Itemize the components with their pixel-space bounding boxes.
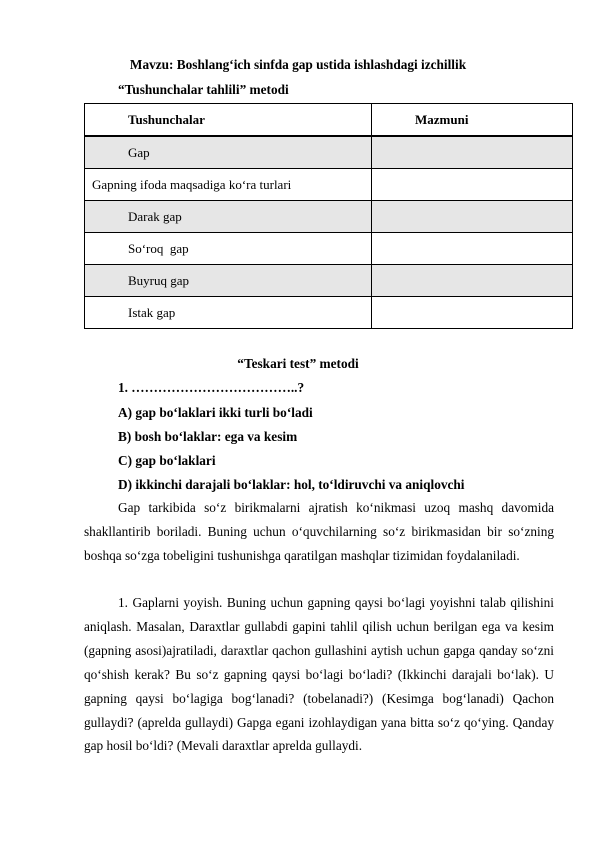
table-cell-concept: Darak gap [85,201,372,233]
table-cell-meaning [372,136,573,169]
body-paragraph: Gap tarkibida so‘z birikmalarni ajratish ko‘nikmasi uzoq mashq davomida shakllantirib boriladi. Buning uchun o‘quvchilarning so‘z birikmasidan bir so‘zning boshqa so‘zga tobeligini tushunishga qaratilgan mashqlar tizimidan foydalaniladi. [84,500,554,563]
table-cell-concept: Gap [85,136,372,169]
question-option-d: D) ikkinchi darajali bo‘laklar: hol, to‘ldiruvchi va aniqlovchi [118,477,465,492]
table-cell-concept: So‘roq gap [85,233,372,265]
table-cell-meaning [372,265,573,297]
page-title: Mavzu: Boshlang‘ich sinfda gap ustida ishlashdagi izchillik [129,57,467,72]
table-cell-concept: Gapning ifoda maqsadiga ko‘ra turlari [85,169,372,201]
question-stem: 1. ………………………………..? [118,380,305,395]
table-header-meaning: Mazmuni [372,104,573,137]
table-row [85,169,573,201]
method-subtitle: “Tushunchalar tahlili” metodi [118,82,289,97]
section-title: “Teskari test” metodi [237,356,359,371]
table-row [85,201,573,233]
table-cell-concept: Buyruq gap [85,265,372,297]
table-cell-meaning [372,233,573,265]
table-cell-meaning [372,201,573,233]
table-row [85,297,573,329]
concepts-table [84,103,573,329]
table-cell-concept: Istak gap [85,297,372,329]
table-row [85,233,573,265]
table-header-concepts: Tushunchalar [85,104,372,137]
table-row [85,136,573,169]
table-cell-meaning [372,297,573,329]
question-option-c: C) gap bo‘laklari [118,453,216,468]
table-row [85,265,573,297]
table-cell-meaning [372,169,573,201]
question-option-b: B) bosh bo‘laklar: ega va kesim [118,429,298,444]
body-paragraph: 1. Gaplarni yoyish. Buning uchun gapning qaysi bo‘lagi yoyishni talab qilishini aniqlash. Masalan, Daraxtlar gullabdi gapini tahlil qilish uchun berilgan ega va kesim (gapning asosi)ajratiladi, daraxtlar qachon gullashini aytish uchun gapga qanday so‘zni qo‘shish kerak? Bu so‘z gapning qaysi bo‘lagi bo‘ladi? (Ikkinchi darajali bo‘lak). U gapning qaysi bo‘lagiga bog‘lanadi? (tobelanadi?) (Kesimga bog‘lanadi) Qachon gullaydi? (aprelda gullaydi) Gapga egani izohlaydigan yana bitta so‘z qo‘ying. Qanday gap hosil bo‘ldi? (Mevali daraxtlar aprelda gullaydi. [84,595,554,754]
question-option-a: A) gap bo‘laklari ikki turli bo‘ladi [118,405,313,420]
table-header-row [85,104,573,137]
